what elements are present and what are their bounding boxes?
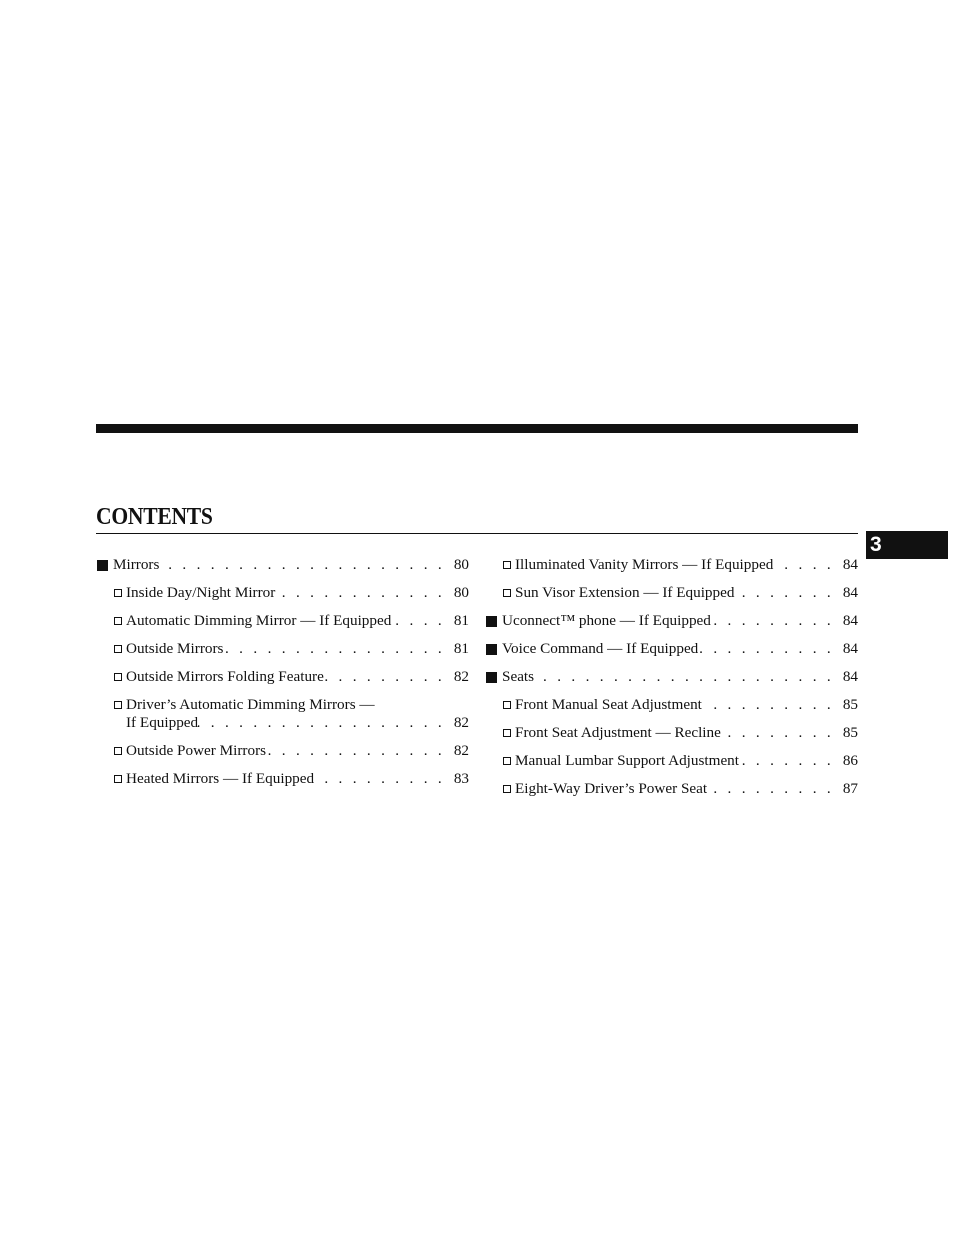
filled-square-bullet-icon xyxy=(486,644,497,655)
toc-entry-page: 87 xyxy=(842,780,858,797)
toc-entry-label: Front Manual Seat Adjustment xyxy=(515,696,702,713)
hollow-square-bullet-icon xyxy=(114,747,122,755)
leader-dots xyxy=(707,780,840,798)
toc-entry[interactable] xyxy=(485,780,858,798)
toc-entry[interactable] xyxy=(96,640,469,658)
toc-entry[interactable] xyxy=(485,668,858,686)
leader-dots xyxy=(698,640,840,658)
toc-entry[interactable] xyxy=(96,668,469,686)
filled-square-bullet-icon xyxy=(486,616,497,627)
toc-entry[interactable] xyxy=(485,556,858,574)
leader-dots xyxy=(324,668,451,686)
toc-entry-page: 84 xyxy=(842,668,858,685)
toc-entry-label: Inside Day/Night Mirror xyxy=(126,584,276,601)
toc-entry-page: 84 xyxy=(842,640,858,657)
toc-entry-label: Voice Command — If Equipped xyxy=(502,640,699,657)
leader-dots xyxy=(721,724,840,742)
chapter-number: 3 xyxy=(870,533,882,556)
toc-entry-page: 84 xyxy=(842,556,858,573)
toc-entry[interactable] xyxy=(485,752,858,770)
leader-dots xyxy=(702,696,840,714)
toc-entry[interactable] xyxy=(485,612,858,630)
toc-entry[interactable] xyxy=(96,770,469,788)
hollow-square-bullet-icon xyxy=(114,617,122,625)
toc-entry-page: 84 xyxy=(842,584,858,601)
toc-entry[interactable] xyxy=(485,640,858,658)
filled-square-bullet-icon xyxy=(486,672,497,683)
toc-entry-page: 81 xyxy=(453,612,469,629)
toc-entry-label: Uconnect™ phone — If Equipped xyxy=(502,612,711,629)
toc-entry-page: 82 xyxy=(453,742,469,759)
hollow-square-bullet-icon xyxy=(114,673,122,681)
toc-entry[interactable] xyxy=(96,584,469,602)
contents-heading xyxy=(96,503,858,531)
toc-entry-label: Mirrors xyxy=(113,556,160,573)
toc-entry-label-line1: Driver’s Automatic Dimming Mirrors — xyxy=(126,696,375,713)
chapter-tab xyxy=(866,531,948,559)
toc-entry-label: Outside Power Mirrors xyxy=(126,742,267,759)
toc-entry-page: 80 xyxy=(453,556,469,573)
leader-dots xyxy=(314,770,451,788)
filled-square-bullet-icon xyxy=(97,560,108,571)
leader-dots xyxy=(734,584,840,602)
toc-entry-label: Seats xyxy=(502,668,535,685)
toc-entry-page: 85 xyxy=(842,724,858,741)
hollow-square-bullet-icon xyxy=(503,785,511,793)
hollow-square-bullet-icon xyxy=(114,589,122,597)
hollow-square-bullet-icon xyxy=(503,729,511,737)
hollow-square-bullet-icon xyxy=(114,775,122,783)
toc-entry-label: Front Seat Adjustment — Recline xyxy=(515,724,721,741)
page-title: CONTENTS xyxy=(96,504,213,530)
toc-entry[interactable] xyxy=(96,742,469,760)
leader-dots xyxy=(391,612,451,630)
toc-left-column xyxy=(96,556,469,798)
toc-entry-page: 82 xyxy=(453,714,469,731)
toc-entry[interactable] xyxy=(96,556,469,574)
toc-entry[interactable] xyxy=(485,724,858,742)
toc-entry-page: 83 xyxy=(453,770,469,787)
toc-right-column xyxy=(485,556,858,808)
toc-entry[interactable] xyxy=(485,696,858,714)
toc-entry-label: Manual Lumbar Support Adjustment xyxy=(515,752,739,769)
toc-entry-page: 85 xyxy=(842,696,858,713)
toc-entry-page: 82 xyxy=(453,668,469,685)
leader-dots xyxy=(275,584,451,602)
toc-entry-label: Automatic Dimming Mirror — If Equipped xyxy=(126,612,392,629)
toc-entry-label: Heated Mirrors — If Equipped xyxy=(126,770,315,787)
toc-entry-page: 80 xyxy=(453,584,469,601)
toc-entry-label: Illuminated Vanity Mirrors — If Equipped xyxy=(515,556,774,573)
toc-entry-label: If Equipped xyxy=(126,714,199,731)
leader-dots xyxy=(223,640,451,658)
hollow-square-bullet-icon xyxy=(114,645,122,653)
toc-entry-label: Outside Mirrors xyxy=(126,640,224,657)
toc-entry-page: 81 xyxy=(453,640,469,657)
toc-entry-label: Outside Mirrors Folding Feature xyxy=(126,668,324,685)
toc-entry-page: 86 xyxy=(842,752,858,769)
leader-dots xyxy=(773,556,840,574)
toc-entry-page: 84 xyxy=(842,612,858,629)
hollow-square-bullet-icon xyxy=(503,589,511,597)
leader-dots xyxy=(159,556,451,574)
leader-dots xyxy=(739,752,840,770)
hollow-square-bullet-icon xyxy=(503,561,511,569)
toc-entry-label: Eight-Way Driver’s Power Seat xyxy=(515,780,708,797)
hollow-square-bullet-icon xyxy=(503,701,511,709)
leader-dots xyxy=(266,742,451,760)
leader-dots xyxy=(711,612,840,630)
hollow-square-bullet-icon xyxy=(114,701,122,709)
toc-entry[interactable] xyxy=(96,696,469,732)
top-rule xyxy=(96,424,858,433)
title-rule xyxy=(96,533,858,534)
leader-dots xyxy=(198,714,451,732)
toc-entry[interactable] xyxy=(96,612,469,630)
toc-entry-label: Sun Visor Extension — If Equipped xyxy=(515,584,735,601)
leader-dots xyxy=(534,668,840,686)
hollow-square-bullet-icon xyxy=(503,757,511,765)
toc-entry[interactable] xyxy=(485,584,858,602)
